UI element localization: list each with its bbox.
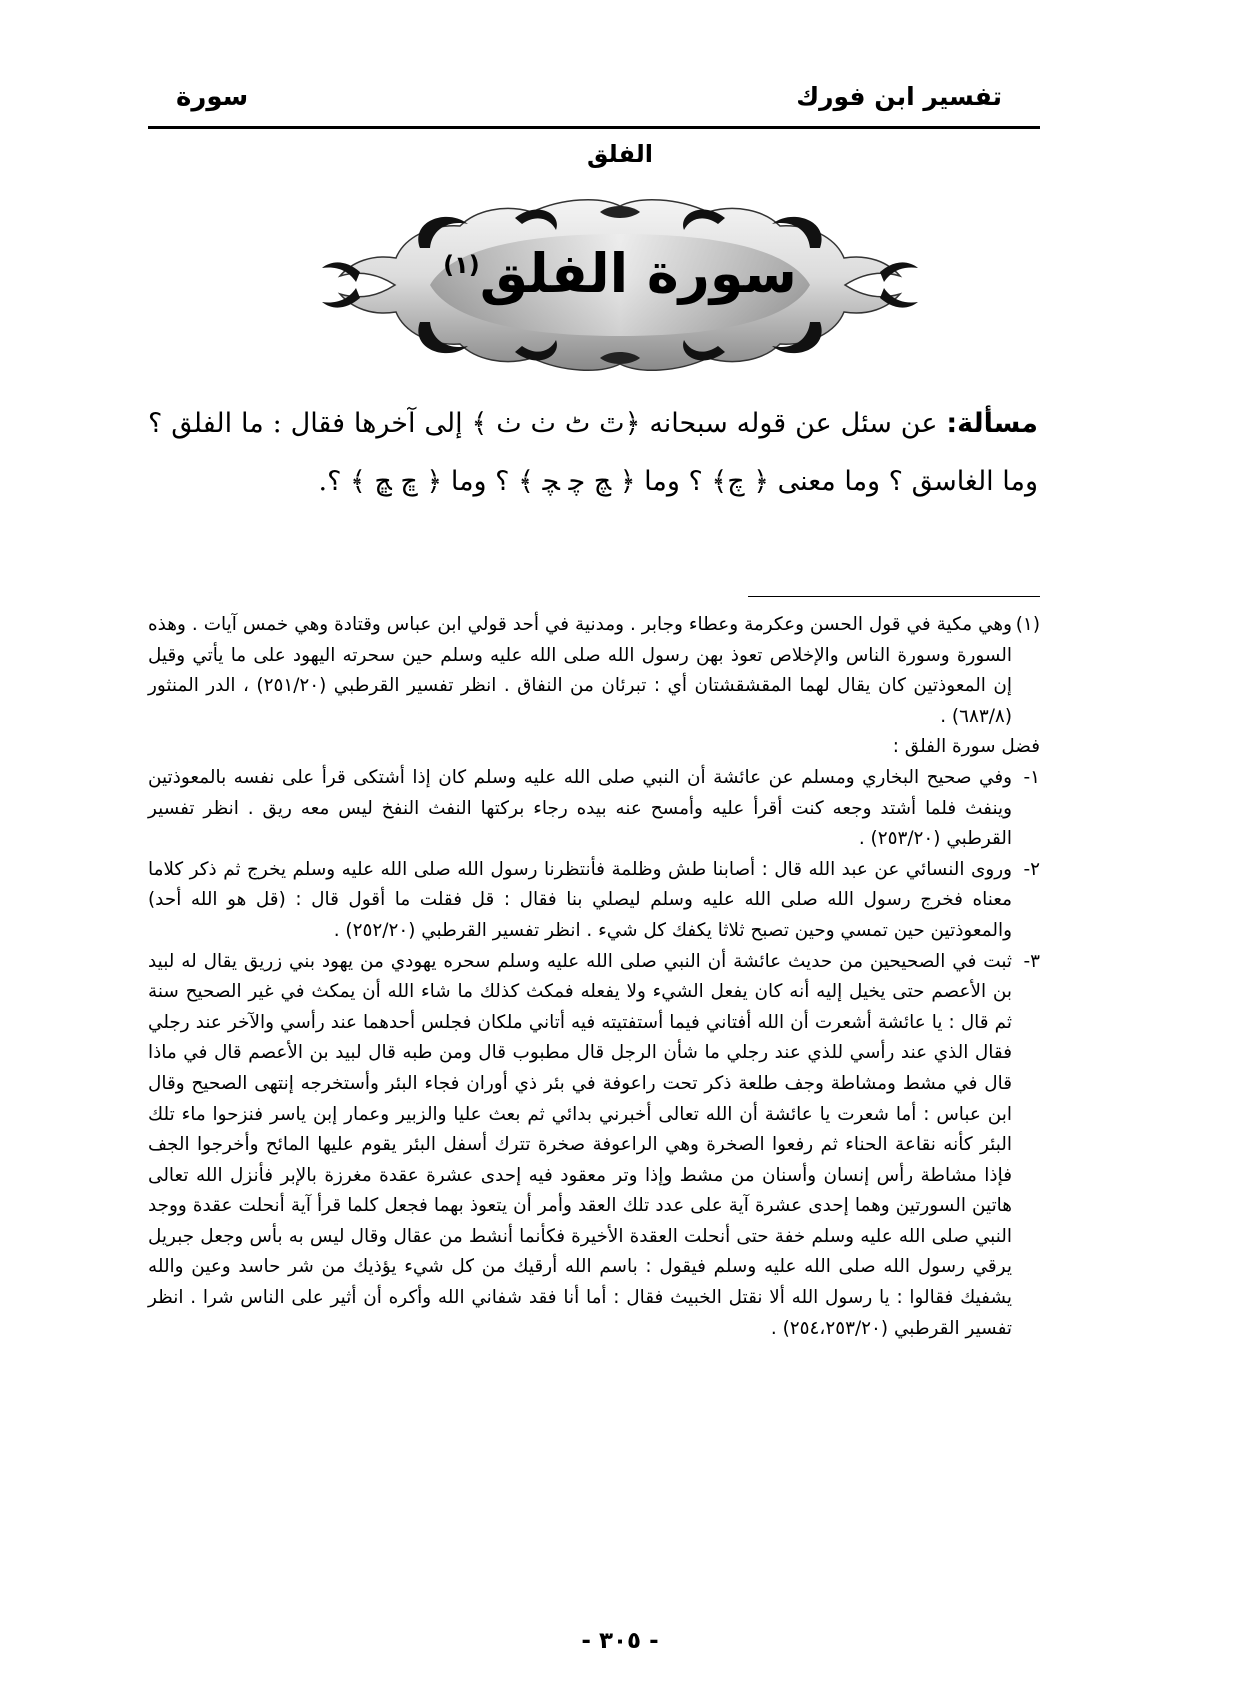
virtue-item-1 (148, 763, 1040, 855)
footnote-separator (748, 596, 1040, 597)
surah-title (300, 242, 940, 305)
virtue-item-3-text: ثبت في الصحيحين من حديث عائشة أن النبي صلى الله عليه وسلم سحره يهودي من يهود بني زريق يقال له لبيد بن الأعصم حتى يخيل إليه أنه كان يفعل الشيء ولا يفعله فمكث كذلك ما شاء الله أن يمكث في غير الصحيح سنة ثم قال : يا عائشة أشعرت أن الله أفتاني فيما أستفتيته فيه أتاني ملكان فجلس أحدهما عند رأسي والآخر عند رجلي فقال الذي عند رأسي للذي عند رجلي ما شأن الرجل قال مطبوب قال ومن طبه قال لبيد بن الأعصم قال في ماذا قال في مشط ومشاطة وجف طلعة ذكر تحت راعوفة في بئر ذي أوران فجاء البئر وأستخرجه إنتهى الصحيح وقال ابن عباس : أما شعرت يا عائشة أن الله تعالى أخبرني بدائي ثم بعث عليا والزبير وعمار إبن ياسر فنزحوا ماء تلك البئر كأنه نقاعة الحناء ثم رفعوا الصخرة وهي الراعوفة صخرة تترك أسفل البئر يقوم عليها المائح وأخرجوا الجف فإذا مشاطة رأس إنسان وأسنان من مشط وإذا وتر معقود فيه إحدى عشرة عقدة مغرزة بالإبر فأنزل الله تعالى هاتين السورتين وهما إحدى عشرة آية على عدد تلك العقد وأمر أن يتعوذ بهما فجعل كلما قرأ آية أنحلت عقدة ووجد النبي صلى الله عليه وسلم خفة حتى أنحلت العقدة الأخيرة فكأنما أنشط من عقال وقال ليس به بأس وجعل جبريل يرقي رسول الله صلى الله عليه وسلم فيقول : باسم الله أرقيك من كل شيء يؤذيك من شر حاسد وعين والله يشفيك فقالوا : يا رسول الله ألا نقتل الخبيث فقال : أما أنا فقد شفاني الله وأكره أن أثير على الناس شرا . انظر تفسير القرطبي (٢٥٤،٢٥٣/٢٠) . (148, 950, 1012, 1339)
virtue-item-1-text: وفي صحيح البخاري ومسلم عن عائشة أن النبي صلى الله عليه وسلم كان إذا أشتكى قرأ على نفسه بالمعوذتين وينفث فلما أشتد وجعه كنت أقرأ عليه وأمسح عنه بيده رجاء بركتها النفث النفخ ليس معه ريق . انظر تفسير القرطبي (٢٥٣/٢٠) . (148, 766, 1012, 850)
footnote-1-text: وهي مكية في قول الحسن وعكرمة وعطاء وجابر . ومدنية في أحد قولي ابن عباس وقتادة وهي خمس آيات . وهذه السورة وسورة الناس والإخلاص تعوذ بهن رسول الله صلى الله عليه وسلم حين سحرته اليهود على ما يأتي وقيل إن المعوذتين كان يقال لهما المقشقشتان أي : تبرئان من النفاق . انظر تفسير القرطبي (٢٥١/٢٠) ، الدر المنثور (٦٨٣/٨) . (148, 614, 1012, 727)
page-number: - ٣٠٥ - (581, 1628, 659, 1654)
virtue-item-2-text: وروى النسائي عن عبد الله قال : أصابنا طش وظلمة فأنتظرنا رسول الله صلى الله عليه وسلم يخرج ثم ذكر كلاما معناه فخرج رسول الله صلى الله عليه وسلم ليصلي بنا فقال : قل فقلت ما أقول قال : (قل هو الله أحد) والمعوذتين حين تمسي وحين تصبح ثلاثا يكفك كل شيء . انظر تفسير القرطبي (٢٥٢/٢٠) . (148, 858, 1012, 941)
header-sub-label: الفلق (587, 140, 653, 168)
book-title: تفسير ابن فورك (796, 82, 1002, 111)
surah-title-footnote-marker: (١) (443, 251, 480, 279)
question-term: مسألة: (946, 408, 1038, 439)
virtue-item-1-number: ١- (1023, 766, 1040, 788)
virtue-heading: فضل سورة الفلق : (892, 736, 1040, 758)
surah-title-text: سورة الفلق (479, 242, 797, 305)
surah-title-banner (300, 190, 940, 380)
virtue-item-2-number: ٢- (1023, 858, 1040, 880)
footnote-1 (148, 610, 1040, 732)
question-text: عن سئل عن قوله سبحانه ﴿ٿ ٹ ٺ ٺ ﴾ إلى آخرها فقال : ما الفلق ؟ وما الغاسق ؟ وما معنى ﴿ ﭺ﴾ ؟ وما ﴿ ﭻ ﭼ ﭽ ﴾ ؟ وما ﴿ ﭾ ﭿ ﴾ ؟. (148, 408, 1038, 497)
footnotes (148, 610, 1040, 1344)
footnote-1-number: (١) (1015, 614, 1040, 635)
question-paragraph (148, 395, 1038, 511)
running-header (148, 82, 1040, 122)
section-label: سورة (176, 82, 249, 112)
virtue-item-3 (148, 947, 1040, 1345)
header-rule (148, 126, 1040, 129)
virtue-item-2 (148, 855, 1040, 947)
virtue-item-3-number: ٣- (1023, 950, 1040, 972)
